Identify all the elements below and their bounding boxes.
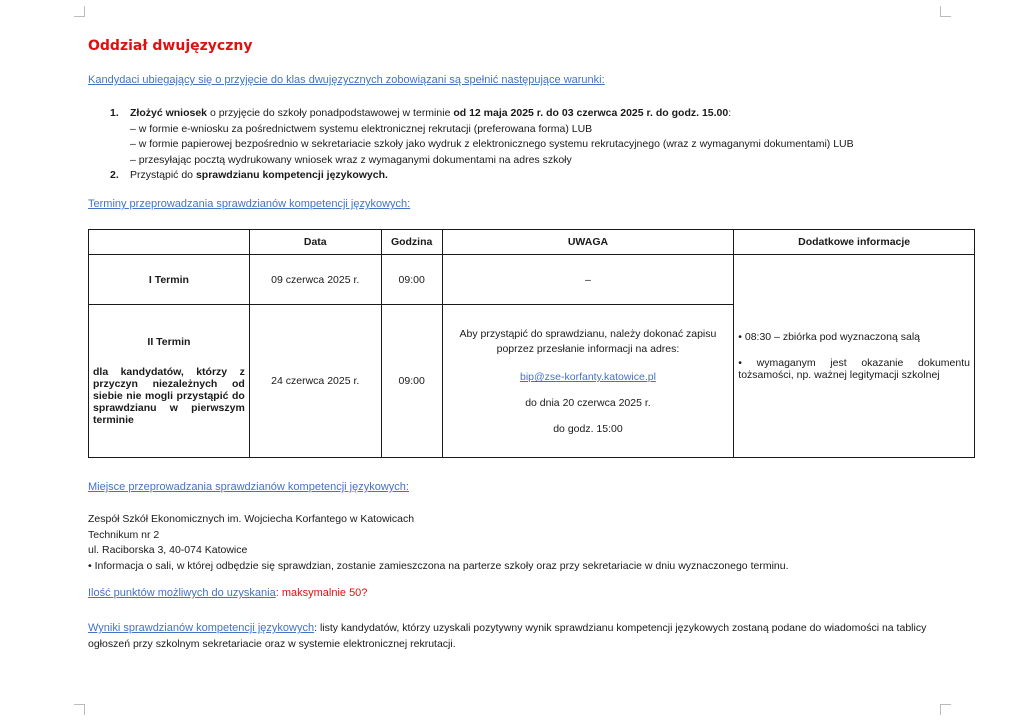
extra-info-item: • wymaganym jest okazanie dokumentu tożsamości, np. ważnej legitymacji szkolnej	[738, 357, 970, 381]
time-cell: 09:00	[381, 255, 442, 305]
crop-mark-bottom-right	[940, 704, 951, 715]
item-bold-text: Złożyć wniosek	[130, 107, 208, 119]
schedule-table	[88, 229, 975, 458]
header-cell-note: UWAGA	[442, 230, 734, 255]
date-cell: 24 czerwca 2025 r.	[249, 305, 381, 458]
table-row	[89, 255, 975, 305]
place-block	[88, 512, 789, 574]
extra-info-cell	[734, 255, 975, 458]
place-school-name: Zespół Szkół Ekonomicznych im. Wojciecha Korfantego w Katowicach	[88, 513, 415, 525]
term-cell	[89, 305, 250, 458]
date-cell: 09 czerwca 2025 r.	[249, 255, 381, 305]
item-text: Przystąpić do	[130, 169, 196, 181]
item-number: 1.	[110, 107, 119, 119]
header-cell-extra: Dodatkowe informacje	[734, 230, 975, 255]
place-address: ul. Raciborska 3, 40-074 Katowice	[88, 544, 248, 556]
note-deadline: do dnia 20 czerwca 2025 r.	[525, 397, 651, 409]
sub-item-2: – w formie papierowej bezpośrednio w sekretariacie szkoły jako wydruk z elektronicznego systemu rekrutacyjnego (wraz z wymaganymi dokumentami) LUB	[130, 138, 854, 150]
item-number: 2.	[110, 169, 119, 181]
table-header-row	[89, 230, 975, 255]
item-text: o przyjęcie do szkoły ponadpodstawowej w terminie	[207, 107, 454, 119]
results-label: Wyniki sprawdzianów kompetencji językowych	[88, 622, 315, 634]
results-text: listy kandydatów, którzy uzyskali pozytywny wynik sprawdzianu kompetencji językowych zostaną podane do wiadomości na tablicy ogłoszeń przy szkolnym sekretariacie oraz w systemie elektronicznej rekrutacji.	[88, 622, 927, 650]
results-block	[88, 621, 948, 652]
header-cell-empty	[89, 230, 250, 255]
sub-item-1: – w formie e-wniosku za pośrednictwem systemu elektronicznej rekrutacji (preferowana forma) LUB	[130, 122, 593, 135]
email-link[interactable]: bip@zse-korfanty.katowice.pl	[519, 371, 656, 383]
time-cell: 09:00	[381, 305, 442, 458]
note-cell: –	[442, 255, 734, 305]
note-text: Aby przystąpić do sprawdzianu, należy dokonać zapisu poprzez przesłanie informacji na adres:	[459, 328, 717, 355]
crop-mark-top-left	[74, 6, 85, 17]
requirement-item-2	[88, 168, 958, 184]
crop-mark-top-right	[940, 6, 951, 17]
points-line	[88, 587, 367, 599]
place-heading: Miejsce przeprowadzania sprawdzianów kompetencji językowych:	[88, 481, 409, 493]
item-bold-text: sprawdzianu kompetencji językowych.	[195, 169, 388, 181]
intro-heading: Kandydaci ubiegający się o przyjęcie do klas dwujęzycznych zobowiązani są spełnić następujące warunki:	[88, 74, 605, 86]
page-title: Oddział dwujęzyczny	[88, 38, 253, 54]
crop-mark-bottom-left	[74, 704, 85, 715]
place-school-unit: Technikum nr 2	[88, 528, 160, 541]
term-label: II Termin	[147, 336, 191, 348]
requirement-item-1	[88, 106, 958, 122]
sub-item-3: – przesyłając pocztą wydrukowany wniosek wraz z wymaganymi dokumentami na adres szkoły	[130, 153, 572, 166]
item-deadline: od 12 maja 2025 r. do 03 czerwca 2025 r. do godz. 15.00	[453, 107, 729, 119]
item-text-end: :	[728, 107, 732, 119]
points-separator: :	[275, 587, 282, 599]
header-cell-date: Data	[249, 230, 381, 255]
header-cell-time: Godzina	[381, 230, 442, 255]
schedule-heading: Terminy przeprowadzania sprawdzianów kompetencji językowych:	[88, 198, 411, 210]
term-description: dla kandydatów, którzy z przyczyn niezależnych od siebie nie mogli przystąpić do sprawdzianu w pierwszym terminie	[93, 366, 245, 426]
term-cell: I Termin	[89, 255, 250, 305]
results-separator: :	[314, 622, 320, 634]
points-label: Ilość punktów możliwych do uzyskania	[88, 587, 276, 599]
note-cell	[442, 305, 734, 458]
note-time: do godz. 15:00	[553, 423, 623, 435]
requirements-list	[88, 106, 958, 184]
place-info: • Informacja o sali, w której odbędzie się sprawdzian, zostanie zamieszczona na parterze szkoły oraz przy sekretariacie w dniu wyznaczonego terminu.	[88, 559, 789, 572]
points-value: maksymalnie 50?	[281, 587, 368, 599]
extra-info-item: • 08:30 – zbiórka pod wyznaczoną salą	[738, 331, 920, 343]
